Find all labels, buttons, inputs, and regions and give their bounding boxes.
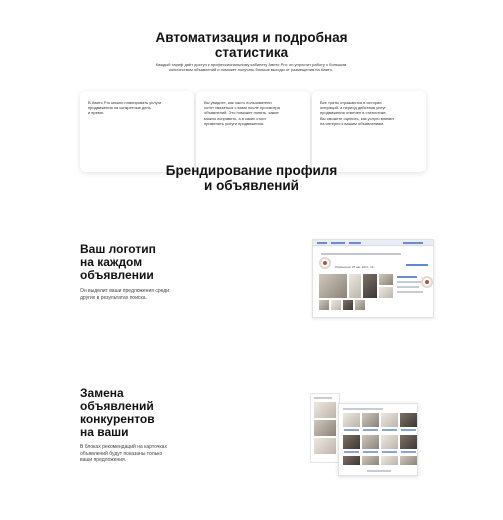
recommendation-photo: [381, 456, 398, 465]
heading-line: объявлений: [80, 399, 154, 413]
feature-heading-replace: [80, 387, 155, 439]
card-line: Вы увидите, как часто пользователи: [204, 100, 272, 105]
thumb-photo: [355, 300, 365, 310]
seller-line-placeholder: [397, 291, 423, 293]
feature-text-logo: [80, 288, 169, 301]
recommendation-photo: [343, 435, 360, 449]
feature-heading-logo: [80, 243, 156, 282]
listing-date: Размещено 25 авг. 2017, 14:...: [335, 265, 377, 269]
recommendation-photo: [400, 456, 417, 465]
recommendation-photo: [400, 413, 417, 427]
listing-photo: [319, 274, 347, 298]
feature-text-replace: [80, 444, 167, 464]
card-line: хотят связаться с вами после просмотра: [204, 105, 280, 111]
seller-line-placeholder: [397, 286, 419, 288]
show-more-placeholder: [367, 470, 391, 472]
section-title-branding: [0, 163, 503, 193]
text-line: других в результатах поиска.: [80, 294, 147, 301]
heading-line: на ваши: [80, 425, 129, 439]
recommendation-photo: [381, 413, 398, 427]
card-line: операций, а период действия услуг: [320, 105, 386, 111]
heading-line: объявлении: [80, 268, 154, 282]
listing-photo: [363, 274, 377, 298]
seller-name-placeholder: [397, 276, 417, 278]
recommendation-photo: [343, 456, 360, 465]
lead-line: Каждый тариф даёт доступ к профессиональному кабинету Авито Pro: он упростит работу с большим: [155, 62, 347, 67]
card-line: продвижения отмечен в статистике.: [320, 110, 387, 116]
listing-title-placeholder: [321, 253, 401, 255]
text-line: объявлений будут показаны только: [80, 450, 163, 457]
brand-logo-icon: [319, 257, 331, 269]
text-line: В блоках рекомендаций на карточках: [80, 444, 167, 450]
thumb-photo: [343, 300, 353, 310]
phone-placeholder: [406, 264, 428, 266]
feature-card-statistics: [196, 91, 310, 172]
brand-logo-badge-icon: [421, 276, 433, 288]
text-line: Он выделит ваши предложения среди: [80, 288, 169, 294]
feature-card-scheduling: [80, 91, 194, 172]
text-line: ваши предложения.: [80, 457, 127, 463]
card-line: Вы сможете оценить, как услуги влияют: [320, 115, 395, 121]
section-lead: [128, 62, 374, 72]
card-line: Все траты отражаются в истории: [320, 100, 382, 105]
listing-photo: [379, 287, 393, 298]
recommendation-photo: [343, 413, 360, 427]
listing-preview-mockup: [312, 239, 434, 318]
browser-bar: [313, 240, 433, 246]
recommendation-photo: [362, 435, 379, 449]
card-line: В Авито Pro можно планировать услуги: [88, 100, 162, 105]
feature-card-history: [312, 91, 426, 172]
card-line: применить услуги продвижения.: [204, 120, 265, 126]
thumb-photo: [331, 300, 341, 310]
heading-line: Ваш логотип: [80, 242, 156, 256]
listing-page-background-mockup: [310, 393, 340, 463]
section-title-automation: [0, 30, 503, 60]
recommendations-block-mockup: [338, 403, 418, 476]
thumb-photo: [319, 300, 329, 310]
section-title-line: Автоматизация и подробная: [155, 30, 348, 45]
card-line: и время.: [88, 110, 104, 116]
card-line: можно исправить, а в каких стоит: [204, 115, 267, 121]
card-line: объявлений. Это поможет понять, какие: [204, 110, 279, 116]
heading-line: на каждом: [80, 255, 143, 269]
recommendation-photo: [381, 435, 398, 449]
block-title-placeholder: [343, 408, 383, 410]
section-title-line: и объявлений: [204, 178, 299, 193]
card-line: на интерес к вашим объявлениям.: [320, 120, 385, 126]
lead-line: количеством объявлений и поможет получать больше выгоды от размещения на Авито.: [169, 67, 333, 72]
recommendation-photo: [400, 435, 417, 449]
recommendation-photo: [362, 413, 379, 427]
recommendation-photo: [362, 456, 379, 465]
heading-line: Замена: [80, 386, 124, 400]
listing-photo: [379, 274, 393, 285]
listing-photo: [349, 274, 361, 298]
section-title-line: статистика: [214, 45, 289, 60]
heading-line: конкурентов: [80, 412, 155, 426]
card-line: продвижения на конкретные день: [88, 105, 151, 111]
section-title-line: Брендирование профиля: [165, 163, 338, 178]
